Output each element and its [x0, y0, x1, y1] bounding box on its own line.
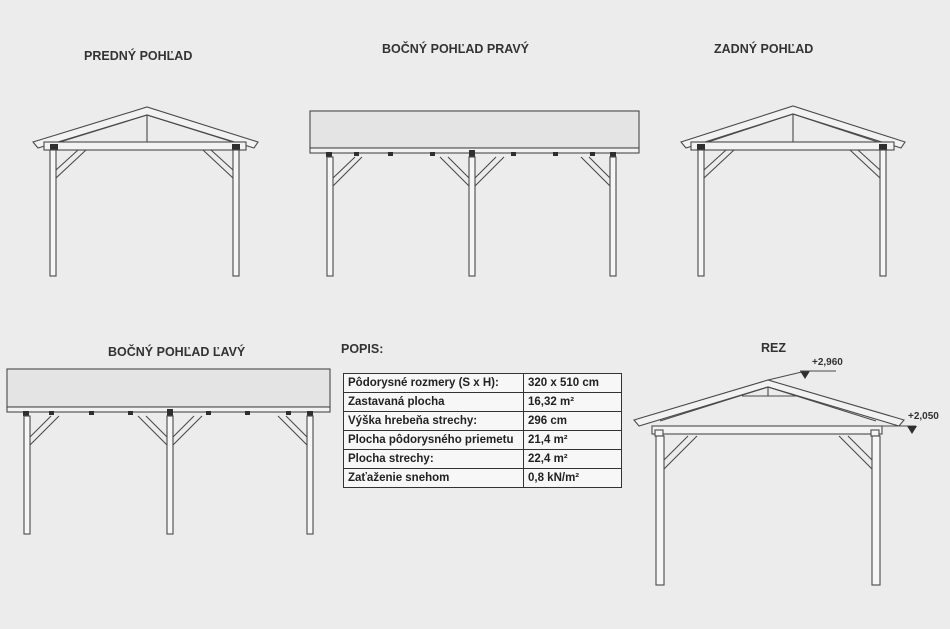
spec-key: Plocha pôdorysného priemetu: [344, 431, 524, 450]
spec-key: Výška hrebeňa strechy:: [344, 412, 524, 431]
table-row: [344, 469, 622, 488]
side-right-view-drawing: [310, 111, 639, 276]
spec-key: Pôdorysné rozmery (S x H):: [344, 374, 524, 393]
spec-value: 320 x 510 cm: [524, 374, 622, 393]
spec-value: 0,8 kN/m²: [524, 469, 622, 488]
front-view-drawing: [33, 107, 258, 276]
table-row: [344, 393, 622, 412]
table-row: [344, 374, 622, 393]
ridge-level-label: +2,960: [812, 357, 843, 368]
side-left-view-drawing: [7, 369, 330, 534]
back-view-title: ZADNÝ POHĽAD: [714, 42, 814, 56]
back-view-drawing: [681, 106, 905, 276]
spec-key: Zastavaná plocha: [344, 393, 524, 412]
side-right-view-title: BOČNÝ POHĽAD PRAVÝ: [382, 42, 530, 56]
section-view-title: REZ: [761, 341, 786, 355]
spec-key: Plocha strechy:: [344, 450, 524, 469]
table-row: [344, 431, 622, 450]
spec-value: 16,32 m²: [524, 393, 622, 412]
table-row: [344, 412, 622, 431]
table-row: [344, 450, 622, 469]
spec-value: 296 cm: [524, 412, 622, 431]
spec-value: 22,4 m²: [524, 450, 622, 469]
side-left-view-title: BOČNÝ POHĽAD ĽAVÝ: [108, 345, 246, 359]
spec-key: Zaťaženie snehom: [344, 469, 524, 488]
description-heading: POPIS:: [341, 342, 384, 356]
section-view-drawing: [634, 371, 917, 585]
spec-value: 21,4 m²: [524, 431, 622, 450]
eave-level-label: +2,050: [908, 411, 939, 422]
front-view-title: PREDNÝ POHĽAD: [84, 49, 193, 63]
description-table: [343, 373, 622, 488]
